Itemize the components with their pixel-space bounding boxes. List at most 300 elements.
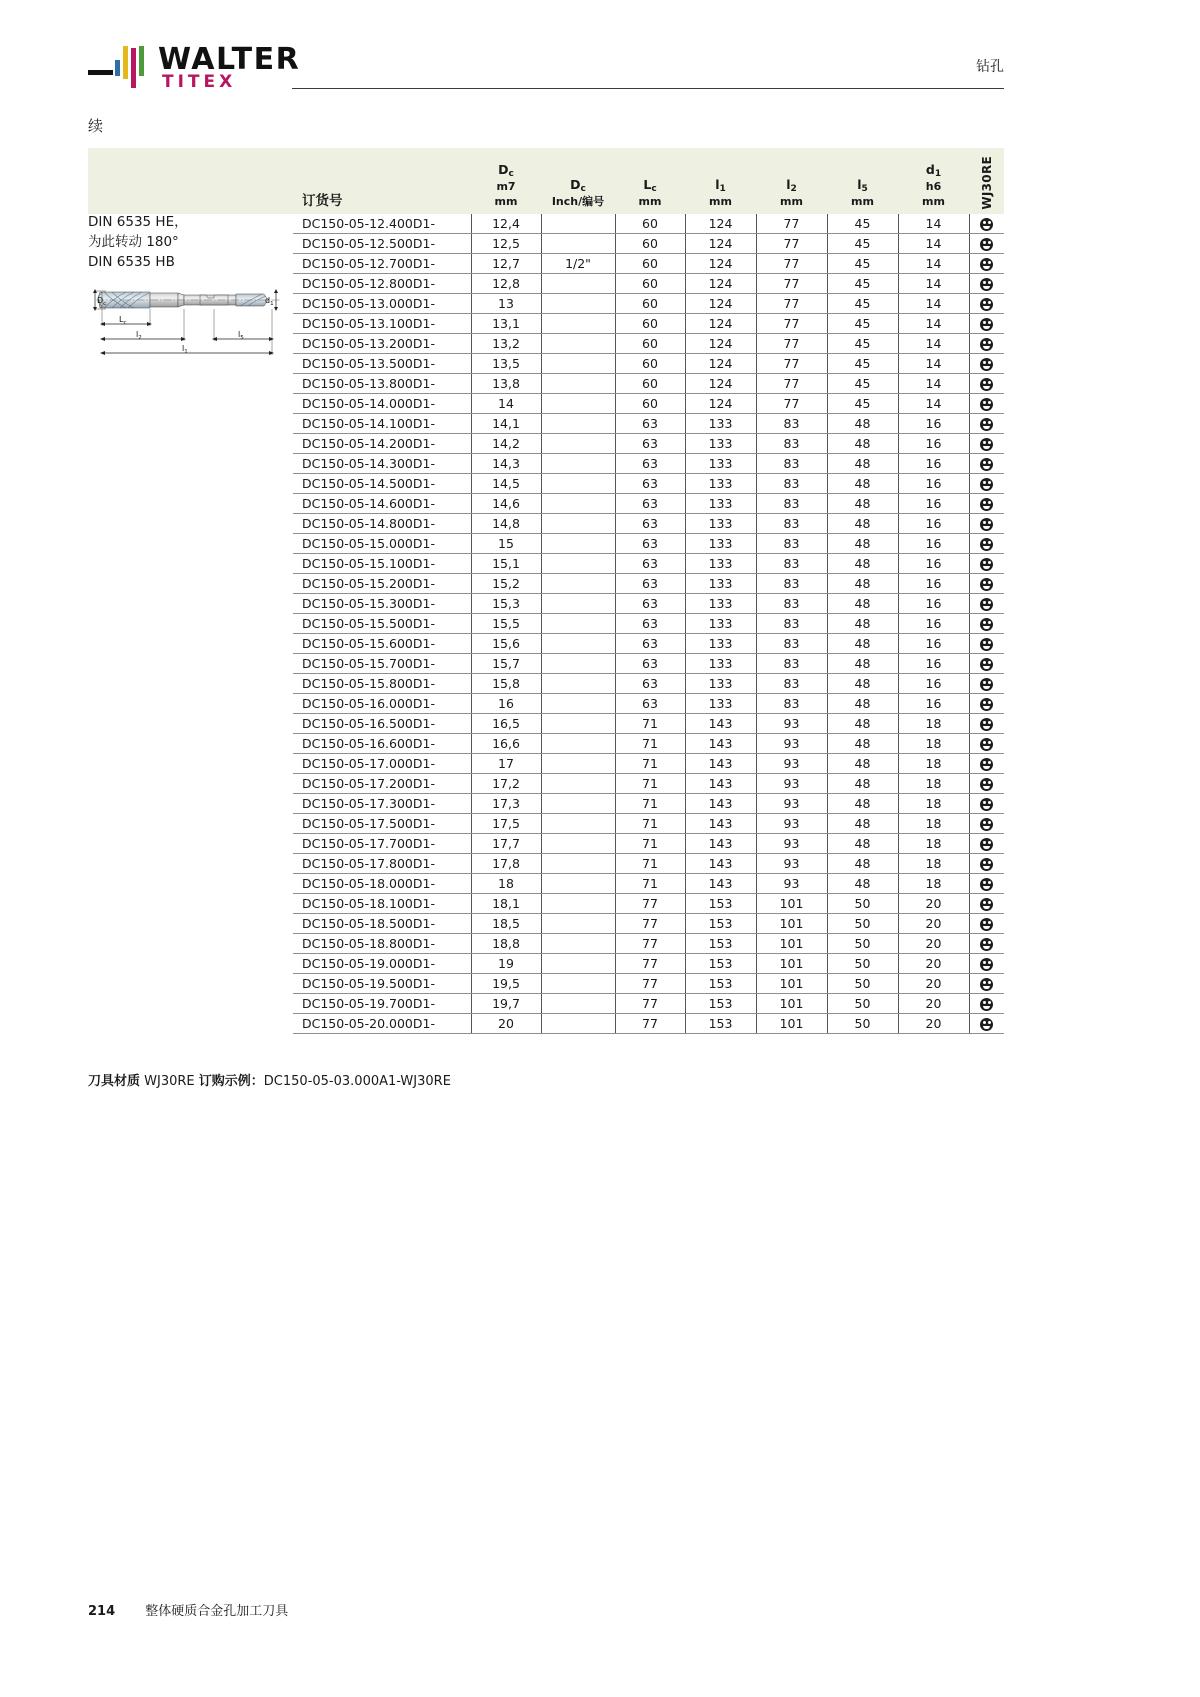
cell-l5: 45 [827,374,898,394]
header-grade [969,148,1004,214]
cell-order-no: DC150-05-14.300D1- [293,454,471,474]
cell-l2: 83 [756,454,827,474]
cell-grade-availability [969,914,1004,934]
cell-d1: 16 [898,454,969,474]
grade-available-icon [980,898,993,911]
cell-lc: 63 [615,634,685,654]
cell-grade-availability [969,654,1004,674]
cell-order-no: DC150-05-14.200D1- [293,434,471,454]
cell-grade-availability [969,994,1004,1014]
cell-dc-mm: 12,7 [471,254,541,274]
row-spacer [88,614,293,634]
table-row[interactable] [88,854,1004,874]
table-row[interactable] [88,654,1004,674]
table-row[interactable] [88,214,1004,234]
cell-l2: 93 [756,834,827,854]
cell-lc: 77 [615,894,685,914]
cell-d1: 18 [898,714,969,734]
table-row[interactable] [88,934,1004,954]
table-row[interactable] [88,554,1004,574]
cell-d1: 18 [898,874,969,894]
cell-dc-inch [541,694,615,714]
cell-l1: 124 [685,254,756,274]
grade-available-icon [980,918,993,931]
cell-dc-mm: 15,2 [471,574,541,594]
grade-available-icon [980,938,993,951]
din-standard-note: DIN 6535 HE， 为此转动 180° DIN 6535 HB [88,214,188,270]
cell-lc: 63 [615,694,685,714]
cell-dc-mm: 13,1 [471,314,541,334]
table-row[interactable] [88,754,1004,774]
cell-lc: 60 [615,394,685,414]
cell-dc-inch [541,954,615,974]
cell-order-no: DC150-05-13.200D1- [293,334,471,354]
cell-grade-availability [969,674,1004,694]
figure-label-l2: $l_2$ [136,330,142,341]
cell-l1: 153 [685,974,756,994]
cell-dc-mm: 15,6 [471,634,541,654]
grade-available-icon [980,658,993,671]
cell-dc-mm: 14 [471,394,541,414]
table-row[interactable] [88,914,1004,934]
logo-bar-green [139,46,144,76]
cell-l1: 124 [685,374,756,394]
grade-available-icon [980,318,993,331]
spec-table [88,148,1004,1034]
grade-icon-detail [983,986,990,989]
cell-order-no: DC150-05-15.800D1- [293,674,471,694]
cell-l2: 101 [756,914,827,934]
cell-l5: 48 [827,454,898,474]
cell-l1: 124 [685,354,756,374]
row-spacer [88,314,293,334]
cell-order-no: DC150-05-15.300D1- [293,594,471,614]
page-header [0,0,1200,110]
cell-dc-inch [541,354,615,374]
table-row[interactable] [88,394,1004,414]
cell-d1: 16 [898,614,969,634]
table-row[interactable] [88,274,1004,294]
row-spacer [88,254,293,274]
grade-available-icon [980,278,993,291]
cell-dc-inch [541,654,615,674]
grade-available-icon [980,238,993,251]
cell-grade-availability [969,834,1004,854]
header-dc-inch-unit: Inch/编号 [551,195,605,208]
cell-dc-inch [541,454,615,474]
cell-grade-availability [969,314,1004,334]
cell-l1: 143 [685,774,756,794]
cell-order-no: DC150-05-12.800D1- [293,274,471,294]
cell-d1: 14 [898,294,969,314]
cell-d1: 16 [898,654,969,674]
row-spacer [88,934,293,954]
row-spacer [88,894,293,914]
cell-l5: 50 [827,954,898,974]
cell-l2: 83 [756,634,827,654]
header-l1-symbol: $l_1$ [715,177,726,194]
table-row[interactable] [88,714,1004,734]
logo-bar-magenta [131,48,136,88]
cell-l2: 77 [756,334,827,354]
table-row[interactable] [88,994,1004,1014]
grade-icon-detail [983,666,990,669]
cell-dc-inch [541,394,615,414]
cell-dc-mm: 17 [471,754,541,774]
table-row[interactable] [88,894,1004,914]
cell-l5: 50 [827,894,898,914]
cell-l2: 93 [756,814,827,834]
table-row[interactable] [88,814,1004,834]
grade-available-icon [980,258,993,271]
header-dc-unit: mm [494,195,518,208]
row-spacer [88,434,293,454]
cell-d1: 16 [898,674,969,694]
cell-order-no: DC150-05-15.500D1- [293,614,471,634]
cell-lc: 77 [615,1014,685,1034]
cell-l5: 48 [827,874,898,894]
grade-available-icon [980,838,993,851]
cell-l5: 48 [827,854,898,874]
cell-dc-inch [541,234,615,254]
header-dc-inch-symbol: $D_c$ [570,177,586,194]
grade-available-icon [980,418,993,431]
cell-grade-availability [969,354,1004,374]
grade-icon-detail [983,926,990,929]
header-d1 [898,148,969,214]
table-row[interactable] [88,434,1004,454]
cell-lc: 60 [615,294,685,314]
cell-lc: 71 [615,834,685,854]
figure-label-l1: $l_1$ [182,344,188,355]
cell-order-no: DC150-05-15.600D1- [293,634,471,654]
header-d1-unit: mm [922,195,945,208]
grade-available-icon [980,958,993,971]
cell-grade-availability [969,514,1004,534]
cell-dc-mm: 13,8 [471,374,541,394]
table-row[interactable] [88,534,1004,554]
cell-grade-availability [969,694,1004,714]
cell-d1: 18 [898,774,969,794]
cell-l1: 133 [685,534,756,554]
cell-dc-inch [541,334,615,354]
cell-l2: 83 [756,494,827,514]
table-row[interactable] [88,254,1004,274]
grade-icon-detail [983,566,990,569]
row-spacer [88,334,293,354]
cell-l5: 48 [827,414,898,434]
table-row[interactable] [88,834,1004,854]
page-number: 214 [88,1604,116,1619]
cell-lc: 60 [615,314,685,334]
table-row[interactable] [88,514,1004,534]
cell-lc: 63 [615,554,685,574]
grade-icon-detail [983,526,990,529]
grade-available-icon [980,598,993,611]
cell-order-no: DC150-05-15.700D1- [293,654,471,674]
header-dc-tolerance: m7 [496,180,516,193]
spec-table-head [88,148,1004,214]
cell-dc-inch [541,674,615,694]
cell-l2: 83 [756,694,827,714]
cell-lc: 63 [615,614,685,634]
header-dc-mm [471,148,541,214]
cell-dc-inch [541,634,615,654]
cell-d1: 16 [898,474,969,494]
grade-available-icon [980,778,993,791]
cell-dc-inch [541,574,615,594]
cell-d1: 20 [898,994,969,1014]
cell-order-no: DC150-05-18.000D1- [293,874,471,894]
cell-l5: 48 [827,734,898,754]
cell-dc-inch [541,914,615,934]
spec-table-container [88,148,1004,1034]
header-divider [292,88,1004,89]
grade-available-icon [980,338,993,351]
cell-d1: 18 [898,754,969,774]
grade-icon-detail [983,546,990,549]
cell-lc: 71 [615,774,685,794]
table-row[interactable] [88,674,1004,694]
table-row[interactable] [88,374,1004,394]
cell-dc-inch [541,374,615,394]
table-row[interactable] [88,334,1004,354]
cell-dc-mm: 13,5 [471,354,541,374]
cell-grade-availability [969,494,1004,514]
grade-available-icon [980,878,993,891]
cell-dc-inch [541,514,615,534]
cell-lc: 60 [615,254,685,274]
cell-grade-availability [969,454,1004,474]
cell-d1: 16 [898,414,969,434]
table-header-row [88,148,1004,214]
grade-available-icon [980,678,993,691]
cell-l1: 143 [685,714,756,734]
cell-l5: 48 [827,614,898,634]
cell-l1: 143 [685,754,756,774]
cell-lc: 60 [615,234,685,254]
cell-d1: 18 [898,854,969,874]
row-spacer [88,994,293,1014]
cell-d1: 16 [898,554,969,574]
table-row[interactable] [88,634,1004,654]
header-section-title: 钻孔 [976,59,1004,75]
cell-d1: 18 [898,814,969,834]
cell-lc: 77 [615,994,685,1014]
cell-l2: 101 [756,994,827,1014]
cell-l2: 77 [756,234,827,254]
table-row[interactable] [88,874,1004,894]
cell-l1: 143 [685,874,756,894]
cell-dc-mm: 20 [471,1014,541,1034]
grade-available-icon [980,458,993,471]
grade-icon-detail [983,346,990,349]
cell-l5: 48 [827,794,898,814]
cell-l5: 50 [827,914,898,934]
table-row[interactable] [88,494,1004,514]
cell-d1: 16 [898,574,969,594]
row-spacer [88,394,293,414]
table-row[interactable] [88,314,1004,334]
cell-order-no: DC150-05-13.800D1- [293,374,471,394]
cell-d1: 14 [898,254,969,274]
grade-available-icon [980,478,993,491]
row-spacer [88,674,293,694]
cell-l1: 143 [685,834,756,854]
cell-lc: 71 [615,794,685,814]
cell-l1: 133 [685,494,756,514]
cell-d1: 14 [898,334,969,354]
cell-grade-availability [969,414,1004,434]
table-row[interactable] [88,734,1004,754]
grade-available-icon [980,698,993,711]
grade-available-icon [980,438,993,451]
cell-order-no: DC150-05-13.000D1- [293,294,471,314]
grade-icon-detail [983,746,990,749]
row-spacer [88,714,293,734]
cell-dc-mm: 12,8 [471,274,541,294]
cell-dc-inch [541,494,615,514]
cell-l2: 83 [756,554,827,574]
cell-order-no: DC150-05-14.100D1- [293,414,471,434]
cell-order-no: DC150-05-16.500D1- [293,714,471,734]
table-row[interactable] [88,974,1004,994]
cell-l5: 48 [827,814,898,834]
grade-available-icon [980,618,993,631]
cell-grade-availability [969,714,1004,734]
table-row[interactable] [88,474,1004,494]
row-spacer [88,1014,293,1034]
figure-label-dc: $D_c$ [97,296,107,307]
cell-dc-inch: 1/2" [541,254,615,274]
cell-dc-mm: 19,7 [471,994,541,1014]
grade-icon-detail [983,586,990,589]
cell-d1: 16 [898,634,969,654]
cell-l2: 83 [756,534,827,554]
cell-l1: 153 [685,954,756,974]
material-footnote [88,1070,451,1089]
grade-icon-detail [983,886,990,889]
table-row[interactable] [88,1014,1004,1034]
header-lc [615,148,685,214]
cell-l2: 83 [756,614,827,634]
spec-table-body [88,214,1004,1034]
cell-lc: 71 [615,734,685,754]
row-spacer [88,234,293,254]
table-row[interactable] [88,594,1004,614]
cell-dc-inch [541,434,615,454]
cell-l2: 93 [756,714,827,734]
cell-d1: 16 [898,534,969,554]
cell-grade-availability [969,474,1004,494]
row-spacer [88,554,293,574]
cell-dc-mm: 17,3 [471,794,541,814]
cell-dc-inch [541,994,615,1014]
cell-order-no: DC150-05-17.700D1- [293,834,471,854]
continued-label: 续 [88,117,104,135]
row-spacer [88,974,293,994]
cell-lc: 63 [615,574,685,594]
grade-icon-detail [983,446,990,449]
cell-l2: 93 [756,874,827,894]
cell-d1: 18 [898,734,969,754]
table-row[interactable] [88,774,1004,794]
cell-order-no: DC150-05-15.100D1- [293,554,471,574]
grade-available-icon [980,798,993,811]
grade-icon-detail [983,766,990,769]
table-row[interactable] [88,414,1004,434]
grade-icon-detail [983,266,990,269]
header-l5-symbol: $l_5$ [857,177,868,194]
cell-l1: 133 [685,414,756,434]
table-row[interactable] [88,454,1004,474]
cell-l5: 48 [827,774,898,794]
row-spacer [88,954,293,974]
cell-l5: 48 [827,474,898,494]
cell-dc-mm: 18,1 [471,894,541,914]
cell-dc-mm: 19,5 [471,974,541,994]
cell-dc-inch [541,834,615,854]
cell-l1: 124 [685,334,756,354]
grade-icon-detail [983,966,990,969]
cell-dc-inch [541,794,615,814]
table-row[interactable] [88,614,1004,634]
table-row[interactable] [88,794,1004,814]
cell-grade-availability [969,934,1004,954]
cell-l5: 48 [827,514,898,534]
row-spacer [88,514,293,534]
cell-l5: 50 [827,934,898,954]
cell-order-no: DC150-05-16.600D1- [293,734,471,754]
grade-available-icon [980,578,993,591]
grade-available-icon [980,518,993,531]
cell-l5: 48 [827,714,898,734]
logo-wordmark: WALTER [158,42,301,77]
cell-lc: 71 [615,714,685,734]
table-row[interactable] [88,294,1004,314]
cell-l1: 124 [685,394,756,414]
row-spacer [88,794,293,814]
cell-grade-availability [969,1014,1004,1034]
grade-icon-detail [983,426,990,429]
cell-order-no: DC150-05-18.100D1- [293,894,471,914]
row-spacer [88,634,293,654]
cell-dc-mm: 15,7 [471,654,541,674]
table-row[interactable] [88,954,1004,974]
table-row[interactable] [88,574,1004,594]
cell-l5: 50 [827,1014,898,1034]
table-row[interactable] [88,354,1004,374]
cell-order-no: DC150-05-17.200D1- [293,774,471,794]
cell-order-no: DC150-05-17.500D1- [293,814,471,834]
cell-l1: 133 [685,634,756,654]
cell-l2: 93 [756,794,827,814]
cell-l5: 48 [827,494,898,514]
cell-order-no: DC150-05-14.000D1- [293,394,471,414]
cell-l1: 133 [685,594,756,614]
cell-order-no: DC150-05-19.500D1- [293,974,471,994]
cell-l1: 133 [685,694,756,714]
header-dc-symbol: $D_c$ [498,162,514,179]
grade-icon-detail [983,466,990,469]
table-row[interactable] [88,234,1004,254]
cell-dc-inch [541,714,615,734]
cell-grade-availability [969,274,1004,294]
cell-l2: 83 [756,514,827,534]
cell-l2: 77 [756,314,827,334]
table-row[interactable] [88,694,1004,714]
cell-d1: 20 [898,934,969,954]
